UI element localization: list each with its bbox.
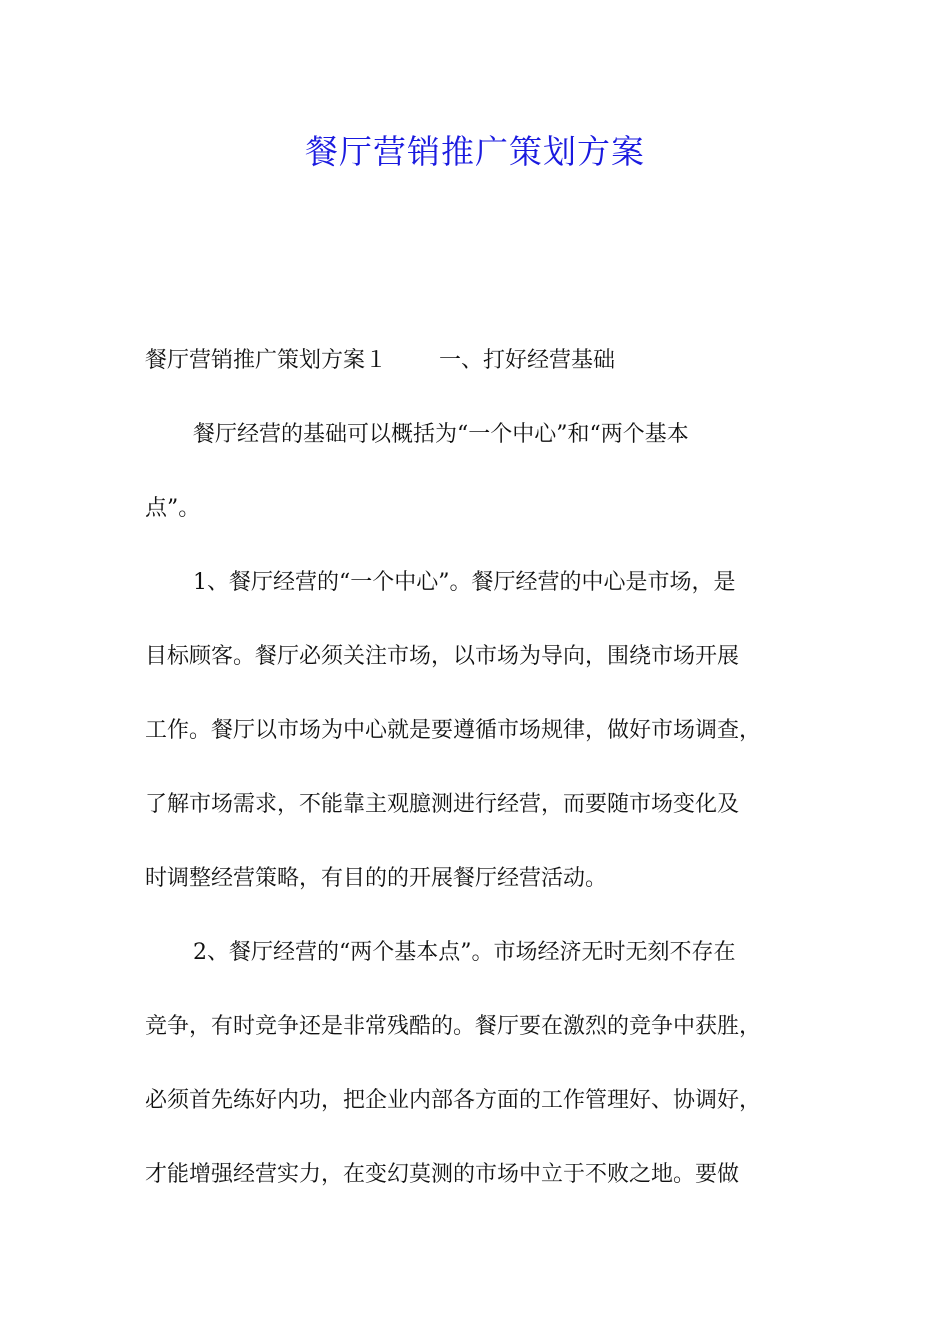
paragraph-line: 必须首先练好内功，把企业内部各方面的工作管理好、协调好， <box>145 1088 762 1113</box>
paragraph-line: 点”。 <box>145 496 201 521</box>
paragraph-line: 1、餐厅经营的“一个中心”。餐厅经营的中心是市场，是 <box>193 570 736 595</box>
subheading: 一、打好经营基础 <box>439 348 616 373</box>
paragraph-line: 时调整经营策略，有目的的开展餐厅经营活动。 <box>145 866 608 891</box>
section-heading-line <box>145 346 825 376</box>
paragraph-line: 目标顾客。餐厅必须关注市场，以市场为导向，围绕市场开展 <box>145 644 740 669</box>
paragraph-line: 竞争，有时竞争还是非常残酷的。餐厅要在激烈的竞争中获胜， <box>145 1014 762 1039</box>
section-heading: 餐厅营销推广策划方案１ <box>145 348 388 373</box>
paragraph-line: 餐厅经营的基础可以概括为“一个中心”和“两个基本 <box>193 422 689 447</box>
paragraph-line: 2、餐厅经营的“两个基本点”。市场经济无时无刻不存在 <box>193 940 736 965</box>
document-title: 餐厅营销推广策划方案 <box>305 132 645 171</box>
paragraph-line: 了解市场需求，不能靠主观臆测进行经营，而要随市场变化及 <box>145 792 740 817</box>
paragraph-line: 工作。餐厅以市场为中心就是要遵循市场规律，做好市场调查， <box>145 718 762 743</box>
paragraph-line: 才能增强经营实力，在变幻莫测的市场中立于不败之地。要做 <box>145 1162 740 1187</box>
